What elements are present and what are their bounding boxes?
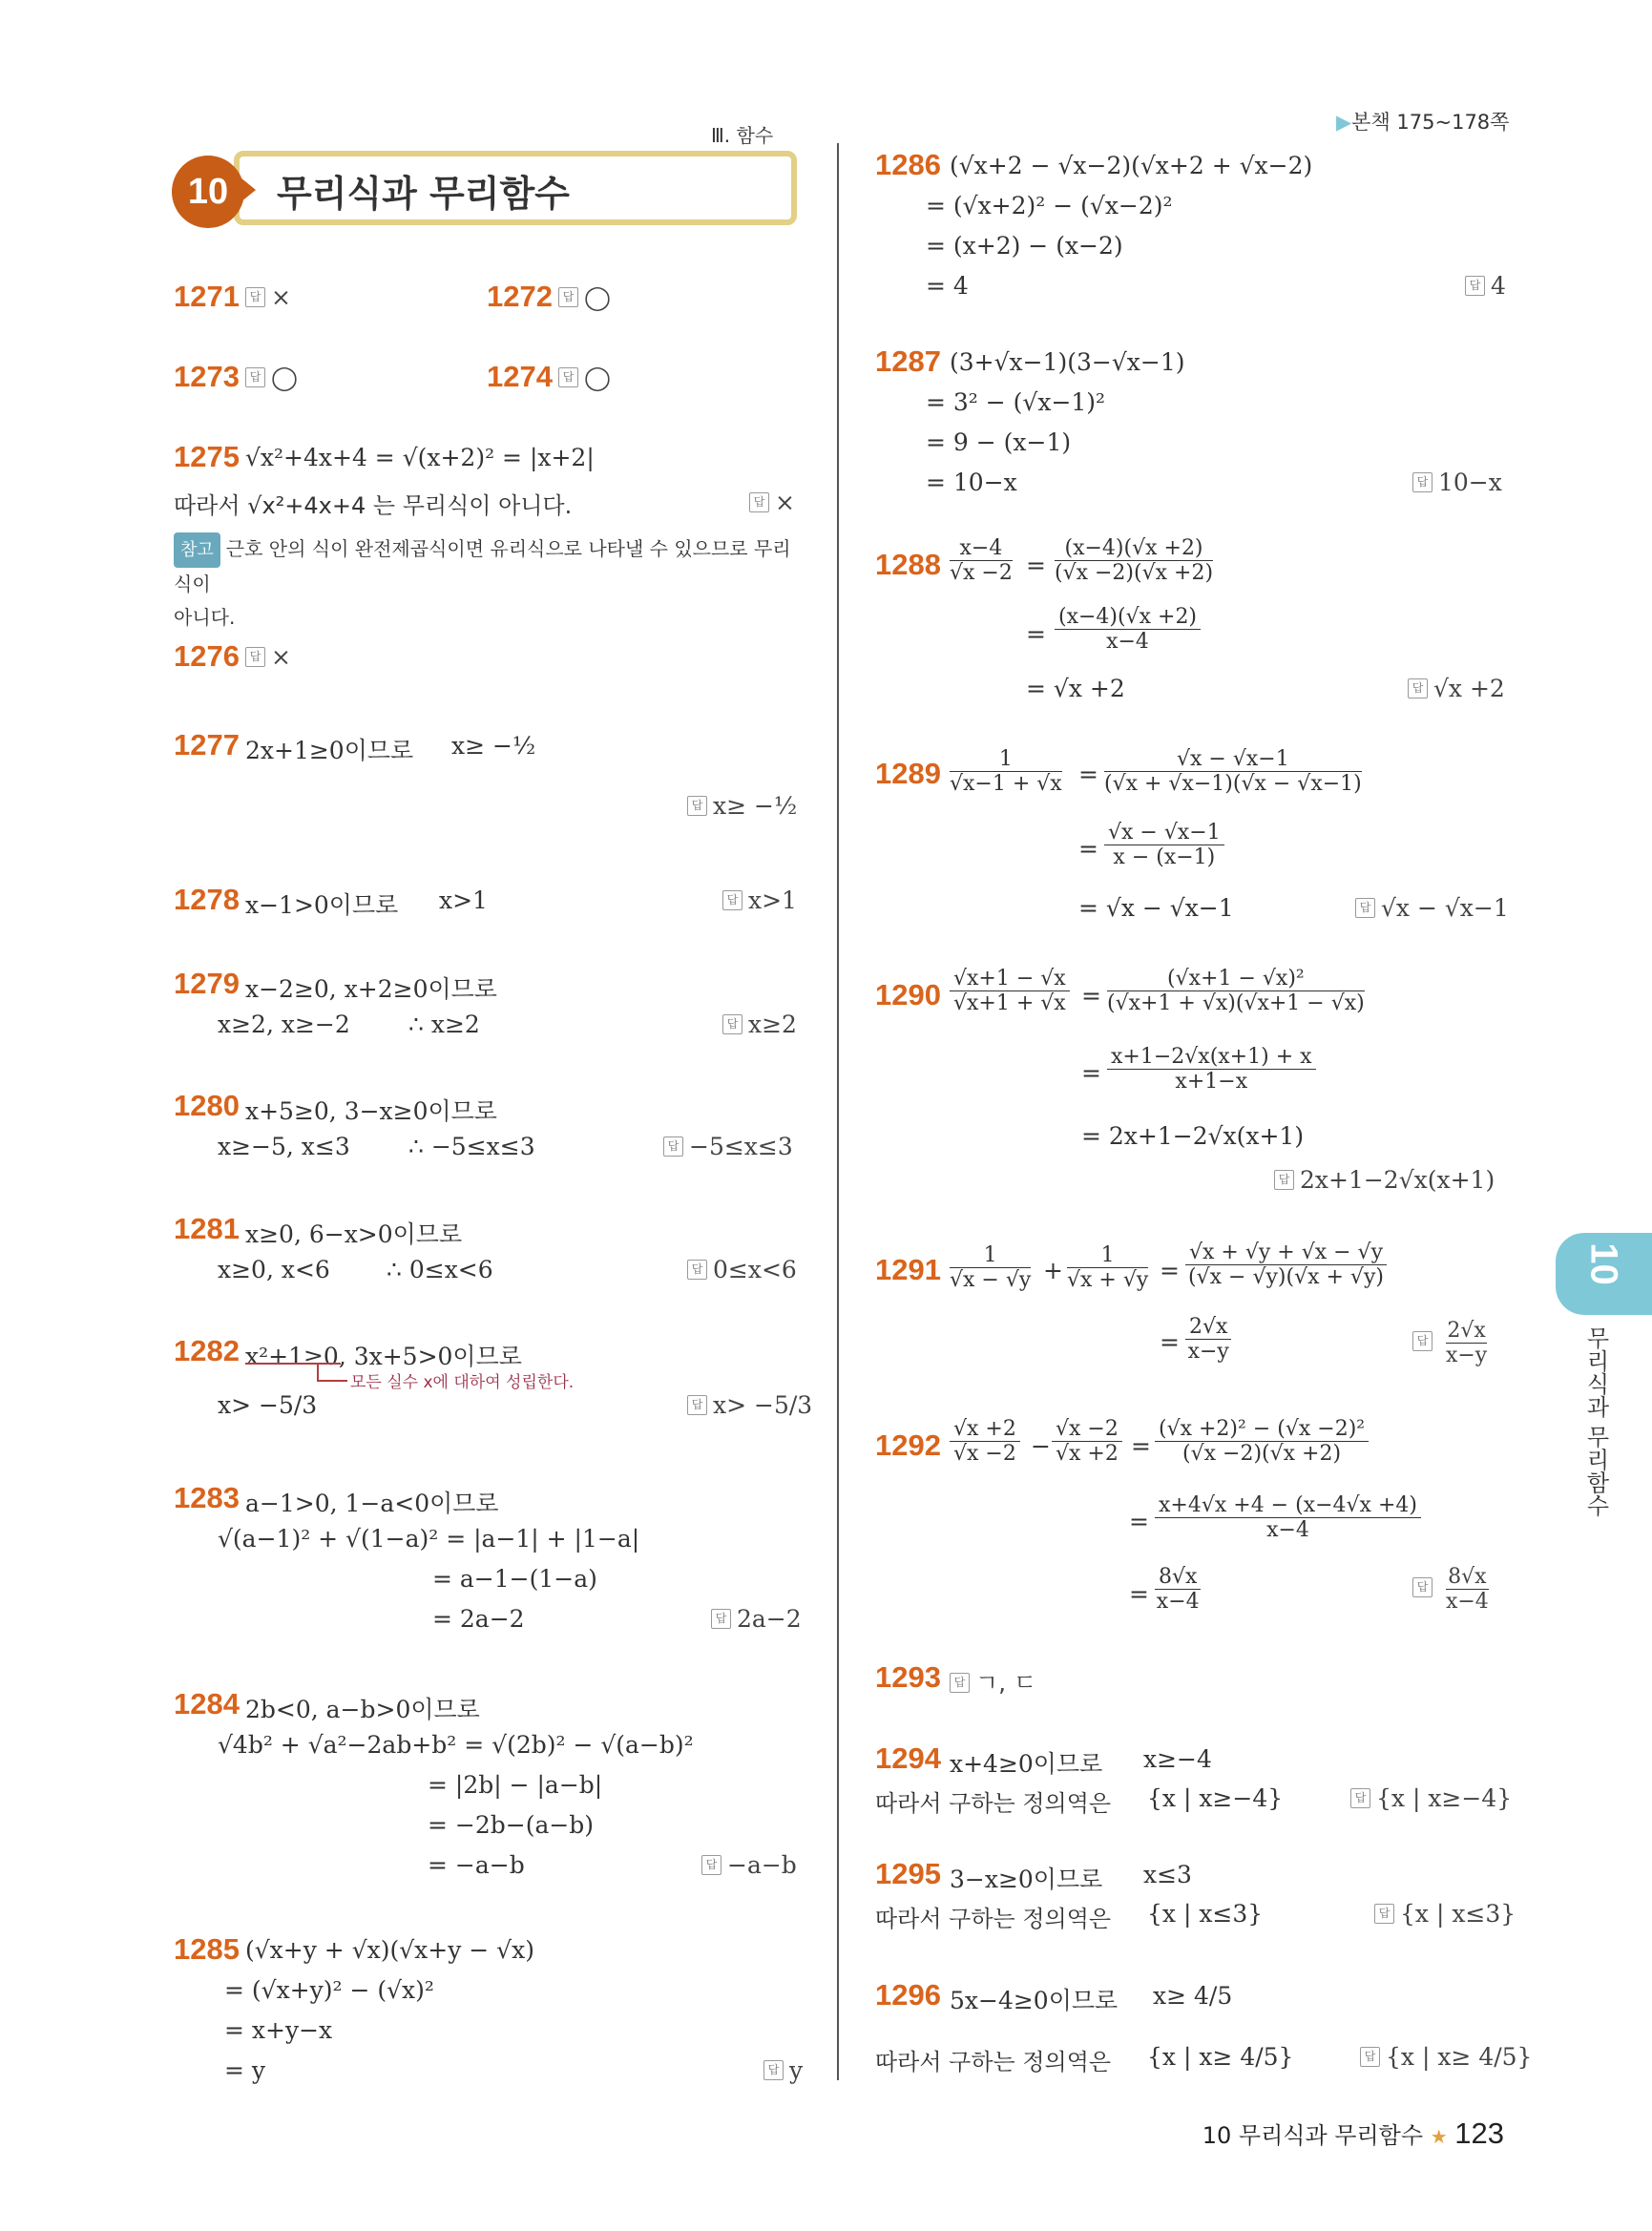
answer-icon: 답: [558, 287, 578, 307]
equals: =: [1081, 982, 1101, 1010]
answer: 답 {x | x≤3}: [1374, 1900, 1516, 1928]
solution-line: (√x+2 − √x−2)(√x+2 + √x−2): [950, 152, 1313, 179]
solution-line: x≥ −½: [451, 732, 536, 760]
fraction: √x+1 − √x √x+1 + √x: [950, 967, 1070, 1015]
solution-line: 2b<0, a−b>0이므로: [245, 1696, 480, 1723]
fraction: 2√x x−y: [1185, 1315, 1231, 1364]
answer: 답 {x | x≥ 4/5}: [1360, 2043, 1532, 2071]
solution-line: x≥2, x≥−2: [218, 1011, 350, 1038]
problem-number: 1277: [174, 728, 240, 761]
problem-number: 1284: [174, 1687, 240, 1720]
answer-icon: 답: [687, 1395, 707, 1415]
answer: 답 −a−b: [701, 1851, 797, 1879]
problem-number: 1278: [174, 883, 240, 916]
answer-icon: 답: [1360, 2047, 1380, 2067]
fraction: x+1−2√x(x+1) + x x+1−x: [1107, 1045, 1316, 1094]
answer-icon: 답: [722, 1014, 742, 1034]
fraction: (x−4)(√x +2) (√x −2)(√x +2): [1055, 536, 1214, 585]
answer: 답 −5≤x≤3: [663, 1133, 793, 1160]
problem-number: 1274: [487, 360, 553, 393]
equals: =: [1078, 761, 1098, 788]
answer-icon: 답: [722, 890, 742, 910]
answer: 답 ◯: [245, 364, 298, 391]
solution-line: x>1: [439, 886, 488, 914]
solution-line: x²+1≥0, 3x+5>0이므로: [245, 1343, 522, 1370]
solution-line: = 2x+1−2√x(x+1): [1081, 1122, 1305, 1150]
problem-number: 1283: [174, 1481, 240, 1514]
solution-line: a−1>0, 1−a<0이므로: [245, 1490, 499, 1517]
fraction: (√x +2)² − (√x −2)² (√x −2)(√x +2): [1155, 1417, 1369, 1466]
solution-line: = 9 − (x−1): [926, 428, 1072, 456]
problem-number: 1273: [174, 360, 240, 393]
answer-icon: 답: [245, 287, 265, 307]
answer: 답 ×: [245, 283, 291, 311]
answer: 답 x≥ −½: [687, 792, 797, 820]
solution-line: = −a−b: [428, 1851, 525, 1879]
chapter-title: 무리식과 무리함수: [277, 173, 570, 215]
fraction: 8√x x−4: [1156, 1565, 1200, 1614]
answer-icon: 답: [1408, 678, 1428, 698]
star-icon: ★: [1430, 2125, 1448, 2148]
fraction: 1 √x − √y: [950, 1243, 1032, 1292]
solution-line: x≥ 4/5: [1153, 1982, 1233, 2010]
fraction: √x − √x−1 (√x + √x−1)(√x − √x−1): [1104, 747, 1362, 796]
solution-line: = |2b| − |a−b|: [428, 1771, 603, 1799]
note-badge: 참고: [174, 532, 220, 568]
fraction: √x + √y + √x − √y (√x − √y)(√x + √y): [1185, 1241, 1387, 1289]
solution-line: x≥0, x<6: [218, 1256, 330, 1283]
problem-number: 1294: [875, 1741, 941, 1775]
solution-line: x≤3: [1143, 1861, 1192, 1888]
answer-icon: 답: [1355, 898, 1375, 918]
answer: 답 ×: [749, 489, 795, 516]
solution-line: = (√x+y)² − (√x)²: [224, 1976, 434, 2004]
reference-note: 참고 근호 안의 식이 완전제곱식이면 유리식으로 나타낼 수 있으므로 무리식이 아니다.: [174, 532, 804, 635]
problem-number: 1272: [487, 280, 553, 313]
problem-number: 1288: [875, 548, 941, 581]
fraction: x+4√x +4 − (x−4√x +4) x−4: [1155, 1493, 1421, 1542]
problem-number: 1279: [174, 967, 240, 1000]
answer: 답 y: [763, 2056, 803, 2084]
side-tab-label: 무리식과 무리함수: [1582, 1326, 1609, 1517]
answer: 답 {x | x≥−4}: [1350, 1784, 1512, 1812]
answer-icon: 답: [1412, 1331, 1432, 1351]
side-tab-number: 10: [1582, 1242, 1625, 1285]
answer-icon: 답: [245, 647, 265, 667]
equals: =: [1081, 1059, 1101, 1087]
solution-line: = 3² − (√x−1)²: [926, 388, 1106, 416]
answer: 답 $\frac{8√x}{x-4}$: [1412, 1565, 1489, 1614]
solution-line: = a−1−(1−a): [432, 1565, 597, 1593]
solution-line: 5x−4≥0이므로: [950, 1987, 1119, 2014]
fraction: x−4 √x −2: [950, 536, 1013, 585]
answer-icon: 답: [749, 492, 769, 512]
inline-note: 모든 실수 x에 대하여 성립한다.: [350, 1373, 575, 1392]
solution-line: √(a−1)² + √(1−a)² = |a−1| + |1−a|: [218, 1525, 640, 1553]
fraction: √x −2 √x +2: [1052, 1417, 1122, 1466]
problem-number: 1291: [875, 1253, 941, 1286]
equals: =: [1160, 1257, 1180, 1284]
equals: =: [1129, 1580, 1149, 1608]
answer-icon: 답: [1374, 1904, 1394, 1924]
problem-number: 1271: [174, 280, 240, 313]
chapter-arrow-icon: [240, 177, 256, 202]
problem-number: 1293: [875, 1660, 941, 1694]
answer: 답 √x +2: [1408, 675, 1505, 702]
answer-icon: 답: [663, 1136, 683, 1157]
solution-line: ∴ 0≤x<6: [387, 1256, 493, 1283]
solution-line: √x²+4x+4 = √(x+2)² = |x+2|: [245, 444, 595, 471]
solution-line: {x | x≥−4}: [1147, 1784, 1284, 1812]
answer: 답 ㄱ, ㄷ: [950, 1664, 1036, 1699]
answer-icon: 답: [1350, 1788, 1370, 1808]
solution-line: ∴ x≥2: [408, 1011, 480, 1038]
problem-number: 1285: [174, 1932, 240, 1966]
solution-line: x+4≥0이므로: [950, 1750, 1103, 1778]
answer-icon: 답: [687, 796, 707, 816]
solution-line: = −2b−(a−b): [428, 1811, 595, 1839]
problem-number: 1276: [174, 639, 240, 673]
answer: 답 ◯: [558, 283, 611, 311]
fraction: √x − √x−1 x − (x−1): [1104, 821, 1224, 869]
minus: −: [1031, 1432, 1051, 1460]
equals: =: [1129, 1508, 1149, 1535]
section-label: Ⅲ. 함수: [711, 124, 774, 147]
footer-chapter: 10 무리식과 무리함수: [1202, 2122, 1424, 2149]
solution-line: x+5≥0, 3−x≥0이므로: [245, 1097, 497, 1125]
solution-line: ∴ −5≤x≤3: [408, 1133, 535, 1160]
column-divider: [837, 143, 839, 2080]
equals: =: [1078, 835, 1098, 863]
answer: 답 x> −5/3: [687, 1391, 812, 1419]
solution-line: (3+√x−1)(3−√x−1): [950, 348, 1185, 376]
problem-number: 1282: [174, 1334, 240, 1367]
fraction: (√x+1 − √x)² (√x+1 + √x)(√x+1 − √x): [1107, 967, 1365, 1015]
answer-icon: 답: [711, 1609, 731, 1629]
solution-line: x−1>0이므로: [245, 891, 399, 919]
answer: 답 $\frac{2√x}{x-y}$: [1412, 1319, 1487, 1367]
solution-line: 따라서 √x²+4x+4 는 무리식이 아니다.: [174, 492, 573, 519]
solution-line: = 2a−2: [432, 1605, 525, 1633]
problem-number: 1281: [174, 1212, 240, 1245]
problem-number: 1296: [875, 1978, 941, 2012]
answer: 답 √x − √x−1: [1355, 894, 1509, 922]
solution-line: x> −5/3: [218, 1391, 318, 1419]
problem-number: 1295: [875, 1857, 941, 1890]
solution-line: {x | x≥ 4/5}: [1147, 2043, 1294, 2071]
answer-icon: 답: [950, 1673, 970, 1693]
fraction: 1 √x + √y: [1067, 1243, 1149, 1292]
fraction: √x +2 √x −2: [950, 1417, 1020, 1466]
solution-line: {x | x≤3}: [1147, 1900, 1264, 1928]
answer-icon: 답: [687, 1260, 707, 1280]
solution-line: x≥−5, x≤3: [218, 1133, 350, 1160]
answer: 답 2x+1−2√x(x+1): [1274, 1166, 1495, 1194]
equals: =: [1026, 620, 1046, 648]
note-bracket: [317, 1365, 347, 1382]
answer: 답 ×: [245, 643, 291, 671]
page-footer: [1202, 2116, 1504, 2151]
solution-line: 2x+1≥0이므로: [245, 737, 414, 764]
equals: =: [1160, 1328, 1180, 1356]
solution-line: 3−x≥0이므로: [950, 1866, 1103, 1893]
answer-icon: 답: [558, 367, 578, 387]
plus: +: [1043, 1257, 1063, 1284]
problem-number: 1287: [875, 344, 941, 378]
answer-icon: 답: [245, 367, 265, 387]
page-reference: ▶본책 175~178쪽: [1336, 111, 1510, 134]
chapter-number-badge: 10: [172, 156, 244, 228]
answer: 답 ◯: [558, 364, 611, 391]
solution-line: x≥−4: [1143, 1745, 1212, 1773]
problem-number: 1286: [875, 148, 941, 181]
answer: 답 0≤x<6: [687, 1256, 797, 1283]
answer: 답 2a−2: [711, 1605, 802, 1633]
solution-line: = y: [224, 2056, 266, 2084]
problem-number: 1292: [875, 1428, 941, 1462]
solution-line: = √x − √x−1: [1078, 894, 1234, 922]
answer: 답 4: [1465, 272, 1506, 300]
solution-line: x−2≥0, x+2≥0이므로: [245, 975, 497, 1003]
answer-icon: 답: [701, 1855, 721, 1875]
solution-line: = 4: [926, 272, 969, 300]
solution-line: = (x+2) − (x−2): [926, 232, 1123, 260]
answer-icon: 답: [1412, 472, 1432, 492]
fraction: (x−4)(√x +2) x−4: [1055, 605, 1201, 654]
solution-line: √4b² + √a²−2ab+b² = √(2b)² − √(a−b)²: [218, 1731, 694, 1759]
answer-icon: 답: [1465, 276, 1485, 296]
answer: 답 10−x: [1412, 469, 1502, 496]
solution-line: 따라서 구하는 정의역은: [875, 1906, 1112, 1932]
solution-line: = (√x+2)² − (√x−2)²: [926, 192, 1173, 219]
problem-number: 1275: [174, 440, 240, 473]
page-number: 123: [1454, 2116, 1504, 2150]
solution-line: = √x +2: [1026, 675, 1125, 702]
solution-line: x≥0, 6−x>0이므로: [245, 1220, 463, 1248]
answer-icon: 답: [1412, 1577, 1432, 1597]
solution-line: = x+y−x: [224, 2016, 333, 2044]
answer: 답 x≥2: [722, 1011, 797, 1038]
equals: =: [1131, 1432, 1151, 1460]
fraction: 1 √x−1 + √x: [950, 747, 1062, 796]
equals: =: [1026, 552, 1046, 579]
solution-line: (√x+y + √x)(√x+y − √x): [245, 1936, 534, 1964]
solution-line: 따라서 구하는 정의역은: [875, 2049, 1112, 2075]
answer-icon: 답: [763, 2060, 784, 2080]
solution-line: = 10−x: [926, 469, 1017, 496]
problem-number: 1290: [875, 978, 941, 1011]
solution-line: 따라서 구하는 정의역은: [875, 1790, 1112, 1817]
problem-number: 1280: [174, 1089, 240, 1122]
answer: 답 x>1: [722, 886, 797, 914]
answer-icon: 답: [1274, 1170, 1294, 1190]
problem-number: 1289: [875, 757, 941, 790]
